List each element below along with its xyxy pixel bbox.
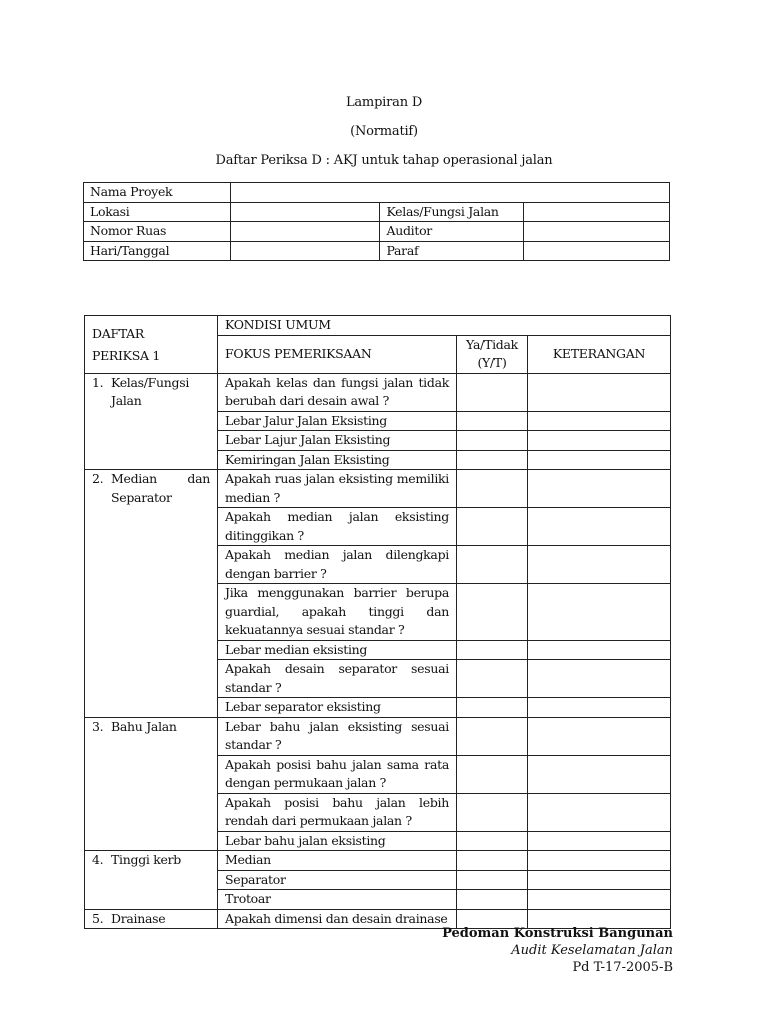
checklist-row [85, 470, 671, 508]
checklist-group-cell [85, 470, 218, 718]
notes-cell[interactable] [528, 831, 671, 851]
yn-cell[interactable] [457, 717, 528, 755]
notes-cell[interactable] [528, 470, 671, 508]
yn-cell[interactable] [457, 870, 528, 890]
group-number: 3. [92, 718, 104, 734]
focus-item: Apakah median jalan dilengkapi dengan barrier ? [218, 546, 457, 584]
initials-value-cell[interactable] [524, 241, 670, 261]
checklist-table [84, 315, 671, 929]
focus-column-header: FOKUS PEMERIKSAAN [218, 335, 457, 373]
notes-cell[interactable] [528, 660, 671, 698]
checklist-group-cell [85, 851, 218, 910]
road-class-value-cell[interactable] [524, 202, 670, 222]
focus-item: Lebar Lajur Jalan Eksisting [218, 431, 457, 451]
notes-cell[interactable] [528, 431, 671, 451]
checklist-header-row [85, 316, 671, 336]
yn-cell[interactable] [457, 584, 528, 641]
focus-item: Median [218, 851, 457, 871]
notes-cell[interactable] [528, 508, 671, 546]
focus-item: Apakah dimensi dan desain drainase [218, 909, 457, 929]
yn-cell[interactable] [457, 755, 528, 793]
footer-subtitle: Audit Keselamatan Jalan [511, 943, 673, 958]
group-name: Drainase [111, 910, 166, 926]
yn-cell[interactable] [457, 851, 528, 871]
yn-cell[interactable] [457, 660, 528, 698]
notes-cell[interactable] [528, 373, 671, 411]
checklist-row [85, 851, 671, 871]
focus-item: Lebar Jalur Jalan Eksisting [218, 411, 457, 431]
group-number: 4. [92, 852, 104, 867]
yn-cell[interactable] [457, 640, 528, 660]
project-label: Nama Proyek [84, 183, 231, 203]
group-number: 1. [92, 374, 104, 390]
focus-item: Apakah posisi bahu jalan sama rata dengan permukaan jalan ? [218, 755, 457, 793]
yn-cell[interactable] [457, 890, 528, 910]
group-name: Kelas/Fungsi Jalan [111, 374, 190, 408]
yn-cell[interactable] [457, 411, 528, 431]
focus-item: Apakah desain separator sesuai standar ? [218, 660, 457, 698]
appendix-label: Lampiran D [345, 95, 423, 110]
checklist-group-cell [85, 717, 218, 851]
checklist-row [85, 373, 671, 411]
focus-item: Apakah posisi bahu jalan lebih rendah dari permukaan jalan ? [218, 793, 457, 831]
notes-cell[interactable] [528, 546, 671, 584]
location-label: Lokasi [84, 202, 231, 222]
yn-cell[interactable] [457, 373, 528, 411]
focus-item: Separator [218, 870, 457, 890]
focus-item: Jika menggunakan barrier berupa guardial, apakah tinggi dan kekuatannya sesuai standar ? [218, 584, 457, 641]
group-number: 2. [92, 471, 104, 486]
focus-item: Lebar bahu jalan eksisting [218, 831, 457, 851]
yn-cell[interactable] [457, 470, 528, 508]
auditor-value-cell[interactable] [524, 222, 670, 242]
focus-item: Lebar median eksisting [218, 640, 457, 660]
date-value-cell[interactable] [230, 241, 380, 261]
road-class-label: Kelas/Fungsi Jalan [380, 202, 524, 222]
focus-item: Trotoar [218, 890, 457, 910]
yn-cell[interactable] [457, 508, 528, 546]
notes-column-header: KETERANGAN [528, 335, 671, 373]
info-row [84, 241, 670, 261]
project-info-table [83, 182, 670, 261]
notes-cell[interactable] [528, 717, 671, 755]
auditor-label: Auditor [380, 222, 524, 242]
yn-column-header: Ya/Tidak (Y/T) [457, 335, 528, 373]
notes-cell[interactable] [528, 698, 671, 718]
focus-item: Apakah kelas dan fungsi jalan tidak berubah dari desain awal ? [218, 373, 457, 411]
focus-item: Kemiringan Jalan Eksisting [218, 450, 457, 470]
focus-item: Apakah median jalan eksisting ditinggikan ? [218, 508, 457, 546]
yn-cell[interactable] [457, 450, 528, 470]
notes-cell[interactable] [528, 755, 671, 793]
focus-item: Lebar separator eksisting [218, 698, 457, 718]
project-value-cell[interactable] [230, 183, 669, 203]
yn-cell[interactable] [457, 698, 528, 718]
segment-value-cell[interactable] [230, 222, 380, 242]
footer-code: Pd T-17-2005-B [572, 960, 673, 975]
info-row [84, 222, 670, 242]
segment-label: Nomor Ruas [84, 222, 231, 242]
list-column-header: DAFTAR PERIKSA 1 [85, 316, 218, 374]
notes-cell[interactable] [528, 411, 671, 431]
notes-cell[interactable] [528, 890, 671, 910]
focus-item: Apakah ruas jalan eksisting memiliki median ? [218, 470, 457, 508]
notes-cell[interactable] [528, 870, 671, 890]
page-title: Daftar Periksa D : AKJ untuk tahap operasional jalan [215, 153, 553, 168]
notes-cell[interactable] [528, 584, 671, 641]
footer-title: Pedoman Konstruksi Bangunan [442, 926, 673, 941]
group-name: Tinggi kerb [111, 852, 182, 867]
notes-cell[interactable] [528, 793, 671, 831]
yn-cell[interactable] [457, 793, 528, 831]
group-name: Bahu Jalan [111, 718, 177, 734]
yn-cell[interactable] [457, 431, 528, 451]
normative-label: (Normatif) [350, 124, 418, 139]
date-label: Hari/Tanggal [84, 241, 231, 261]
checklist-group-cell [85, 373, 218, 470]
notes-cell[interactable] [528, 450, 671, 470]
info-row [84, 183, 670, 203]
checklist-group-cell [85, 909, 218, 929]
focus-item: Lebar bahu jalan eksisting sesuai standar ? [218, 717, 457, 755]
group-number: 5. [92, 910, 104, 926]
yn-cell[interactable] [457, 831, 528, 851]
location-value-cell[interactable] [230, 202, 380, 222]
checklist-row [85, 717, 671, 755]
info-row [84, 202, 670, 222]
initials-label: Paraf [380, 241, 524, 261]
section-header: KONDISI UMUM [218, 316, 671, 336]
group-name: Median dan Separator [111, 471, 210, 505]
yn-cell[interactable] [457, 546, 528, 584]
notes-cell[interactable] [528, 851, 671, 871]
footer [442, 925, 673, 976]
notes-cell[interactable] [528, 640, 671, 660]
